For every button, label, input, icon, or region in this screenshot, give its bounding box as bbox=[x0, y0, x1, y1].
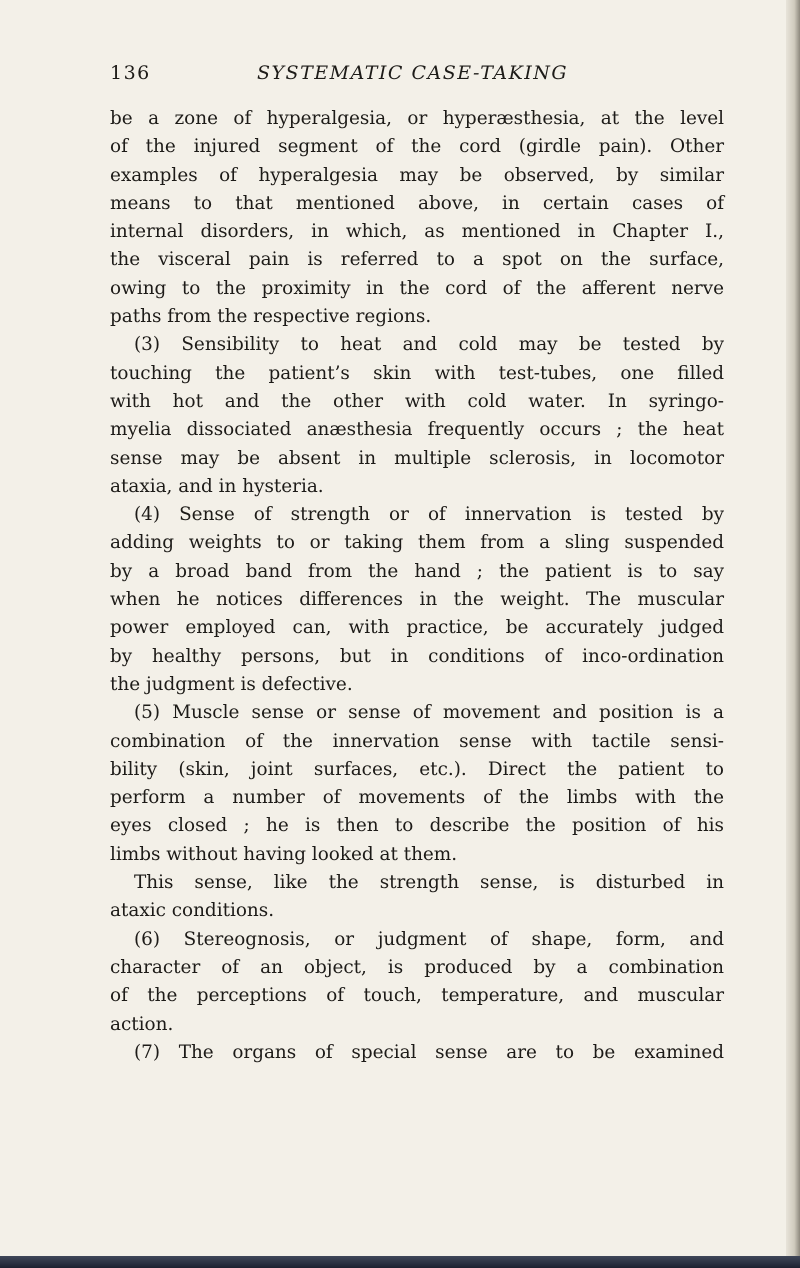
text-line: by healthy persons, but in conditions of inco-ordination bbox=[110, 645, 724, 667]
text-line: limbs without having looked at them. bbox=[110, 843, 458, 865]
text-line: touching the patient’s skin with test-tubes, one filled bbox=[110, 362, 724, 384]
text-line: of the perceptions of touch, temperature, and muscular bbox=[110, 985, 724, 1007]
text-line: ataxic conditions. bbox=[110, 900, 275, 922]
text-line: perform a number of movements of the limbs with the bbox=[110, 787, 724, 809]
text-line: with hot and the other with cold water. In syringo- bbox=[110, 390, 724, 412]
scan-bottom-edge bbox=[0, 1256, 800, 1268]
body-text bbox=[110, 105, 724, 1067]
text-line: the visceral pain is referred to a spot on the surface, bbox=[110, 249, 724, 271]
text-line: be a zone of hyperalgesia, or hyperæsthesia, at the level bbox=[110, 108, 724, 129]
page-edge-shadow bbox=[786, 0, 800, 1268]
text-line: bility (skin, joint surfaces, etc.). Direct the patient to bbox=[110, 758, 724, 780]
text-line: (7) The organs of special sense are to be examined bbox=[134, 1041, 724, 1063]
text-line: means to that mentioned above, in certain cases of bbox=[110, 192, 724, 214]
text-line: internal disorders, in which, as mentioned in Chapter I., bbox=[110, 221, 724, 243]
text-line: ataxia, and in hysteria. bbox=[110, 475, 324, 497]
text-line: the judgment is defective. bbox=[110, 673, 353, 695]
text-line: paths from the respective regions. bbox=[110, 306, 432, 328]
text-line: (5) Muscle sense or sense of movement and position is a bbox=[134, 702, 724, 724]
text-line: eyes closed ; he is then to describe the position of his bbox=[110, 815, 724, 837]
text-line: examples of hyperalgesia may be observed, by similar bbox=[110, 164, 724, 186]
text-line: owing to the proximity in the cord of the afferent nerve bbox=[110, 277, 724, 299]
text-line: adding weights to or taking them from a sling suspended bbox=[110, 532, 724, 554]
page-header bbox=[110, 62, 710, 90]
text-line: (4) Sense of strength or of innervation is tested by bbox=[134, 504, 724, 526]
page-number: 136 bbox=[110, 62, 151, 84]
text-line: sense may be absent in multiple sclerosis, in locomotor bbox=[110, 447, 724, 469]
text-line: (3) Sensibility to heat and cold may be tested by bbox=[134, 334, 724, 356]
text-line: myelia dissociated anæsthesia frequently occurs ; the heat bbox=[110, 419, 724, 441]
text-line: action. bbox=[110, 1013, 174, 1035]
text-line: This sense, like the strength sense, is disturbed in bbox=[134, 872, 724, 894]
text-line: character of an object, is produced by a combination bbox=[110, 956, 724, 978]
text-line: power employed can, with practice, be accurately judged bbox=[110, 617, 724, 639]
text-line: of the injured segment of the cord (girdle pain). Other bbox=[110, 136, 724, 158]
text-line: by a broad band from the hand ; the patient is to say bbox=[110, 560, 724, 582]
text-line: combination of the innervation sense with tactile sensi- bbox=[110, 730, 724, 752]
text-line: (6) Stereognosis, or judgment of shape, form, and bbox=[134, 928, 724, 950]
text-line: when he notices differences in the weight. The muscular bbox=[110, 589, 724, 611]
running-head: SYSTEMATIC CASE-TAKING bbox=[257, 62, 569, 84]
